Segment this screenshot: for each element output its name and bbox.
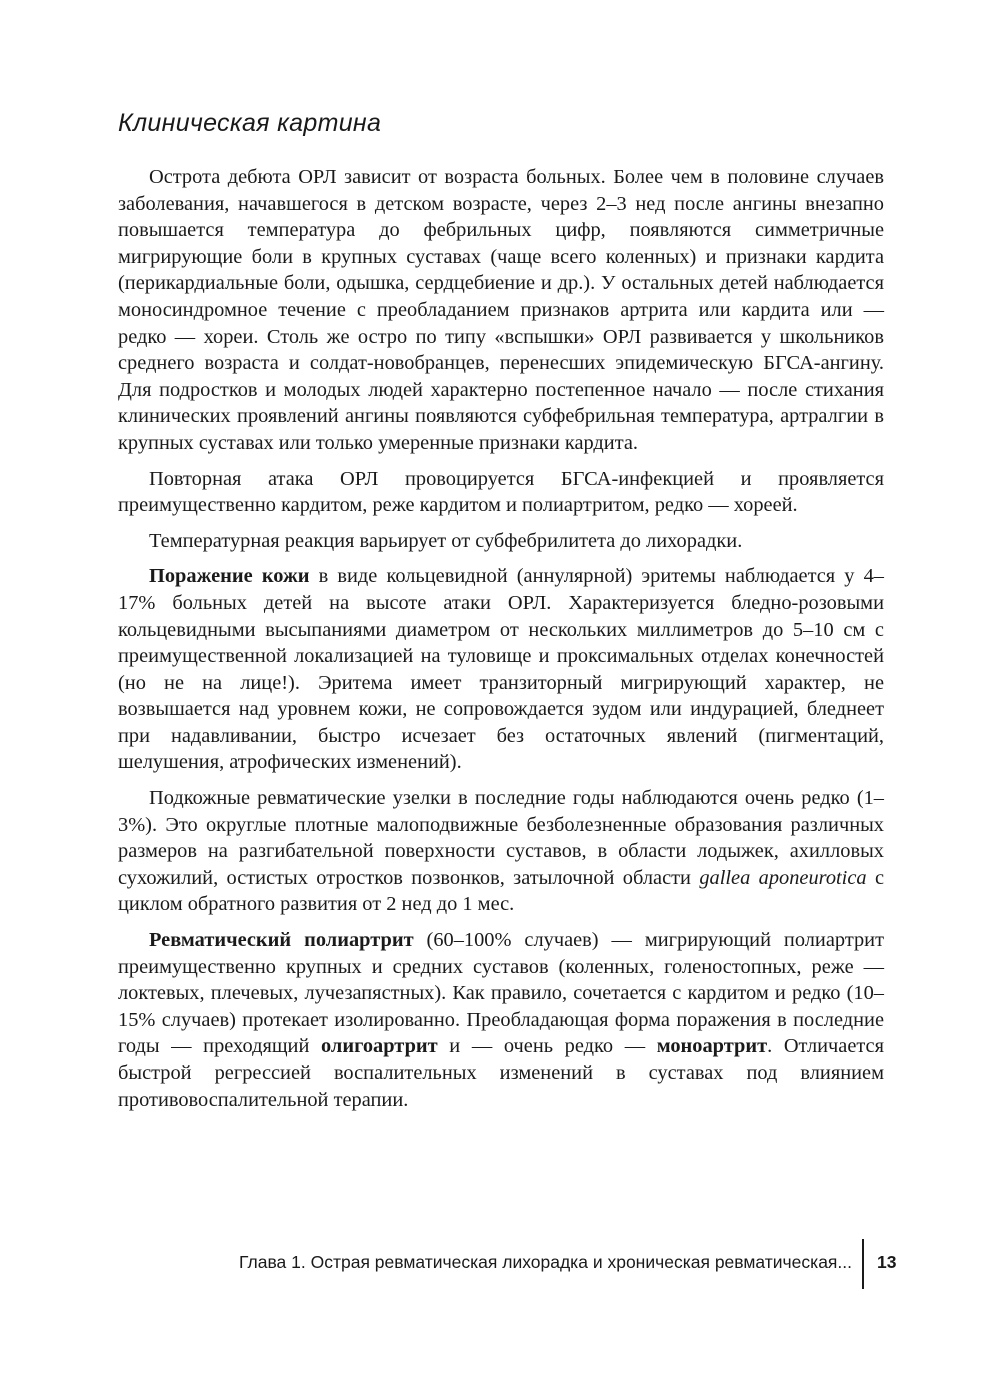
paragraph-polyarthritis [118,927,884,1113]
paragraph-onset: Острота дебюта ОРЛ зависит от возраста больных. Более чем в половине случаев заболевания, начавшегося в детском возрасте, через 2–3 нед после ангины внезапно повышается температура до фебрильных цифр, появляются симметричные мигрирующие боли в крупных суставах (чаще всего коленных) и признаки кардита (перикардиальные боли, одышка, сердцебиение и др.). У остальных детей наблюдается моносиндромное течение с преобладанием признаков артрита или кардита или — редко — хореи. Столь же остро по типу «вспышки» ОРЛ развивается у школьников среднего возраста и солдат-новобранцев, перенесших эпидемическую БГСА-ангину. Для подростков и молодых людей характерно постепенное начало — после стихания клинических проявлений ангины появляются субфебрильная температура, артралгии в крупных суставах или только умеренные признаки кардита. [118,166,884,454]
paragraph-nodules-text-after: с циклом обратного развития от 2 нед до 1 мес. [118,866,884,916]
section-title: Клиническая картина [118,109,382,137]
term-skin-lesion: Поражение кожи [149,565,310,588]
paragraph-skin [118,563,884,776]
page-body [118,108,884,1122]
page-number: 13 [877,1252,897,1272]
term-monoarthritis: моноартрит [656,1035,768,1058]
paragraph-skin-text: в виде кольцевидной (аннулярной) эритемы наблюдается у 4–17% больных детей на высоте атаки ОРЛ. Характеризуется бледно-розовыми кольцевидными высыпаниями диаметром от нескольких миллиметров до 5–10 см с преимущественной локализацией на туловище и проксимальных отделах конечностей (но не на лице!). Эритема имеет транзиторный мигрирующий характер, не возвышается над уровнем кожи, не сопровождается зудом или индурацией, бледнеет при надавливании, быстро исчезает без остаточных явлений (пигментаций, шелушения, атрофических изменений). [118,565,884,774]
paragraph-nodules [118,785,884,918]
running-footer-chapter: Глава 1. Острая ревматическая лихорадка и хроническая ревматическая... [239,1252,852,1272]
paragraph-temperature: Температурная реакция варьирует от субфебрилитета до лихорадки. [149,529,743,552]
footer-divider [862,1239,864,1289]
term-latin: gallea aponeurotica [699,866,867,889]
paragraph-repeat-attack: Повторная атака ОРЛ провоцируется БГСА-инфекцией и проявляется преимущественно кардитом, реже кардитом и полиартритом, редко — хореей. [118,467,884,517]
paragraph-polyarthritis-text-1: (60–100% случаев) — мигрирующий полиартрит преимущественно крупных и средних суставов (коленных, голеностопных, реже — локтевых, плечевых, лучезапястных). Как правило, сочетается с кардитом и редко (10–15% случаев) протекает изолированно. Преобладающая форма поражения в последние годы — преходящий [118,929,884,1058]
term-oligoarthritis: олигоартрит [320,1035,438,1058]
term-polyarthritis: Ревматический полиартрит [149,929,414,952]
paragraph-polyarthritis-text-3: . Отличается быстрой регрессией воспалительных изменений в суставах под влиянием противовоспалительной терапии. [118,1035,884,1111]
page-footer [0,1239,1000,1289]
paragraph-nodules-text-before: Подкожные ревматические узелки в последние годы наблюдаются очень редко (1–3%). Это округлые плотные малоподвижные безболезненные образования различных размеров на разгибательной поверхности суставов, в области лодыжек, ахилловых сухожилий, остистых отростков позвонков, затылочной области [118,787,884,889]
paragraph-polyarthritis-text-2: и — очень редко — [437,1035,657,1058]
